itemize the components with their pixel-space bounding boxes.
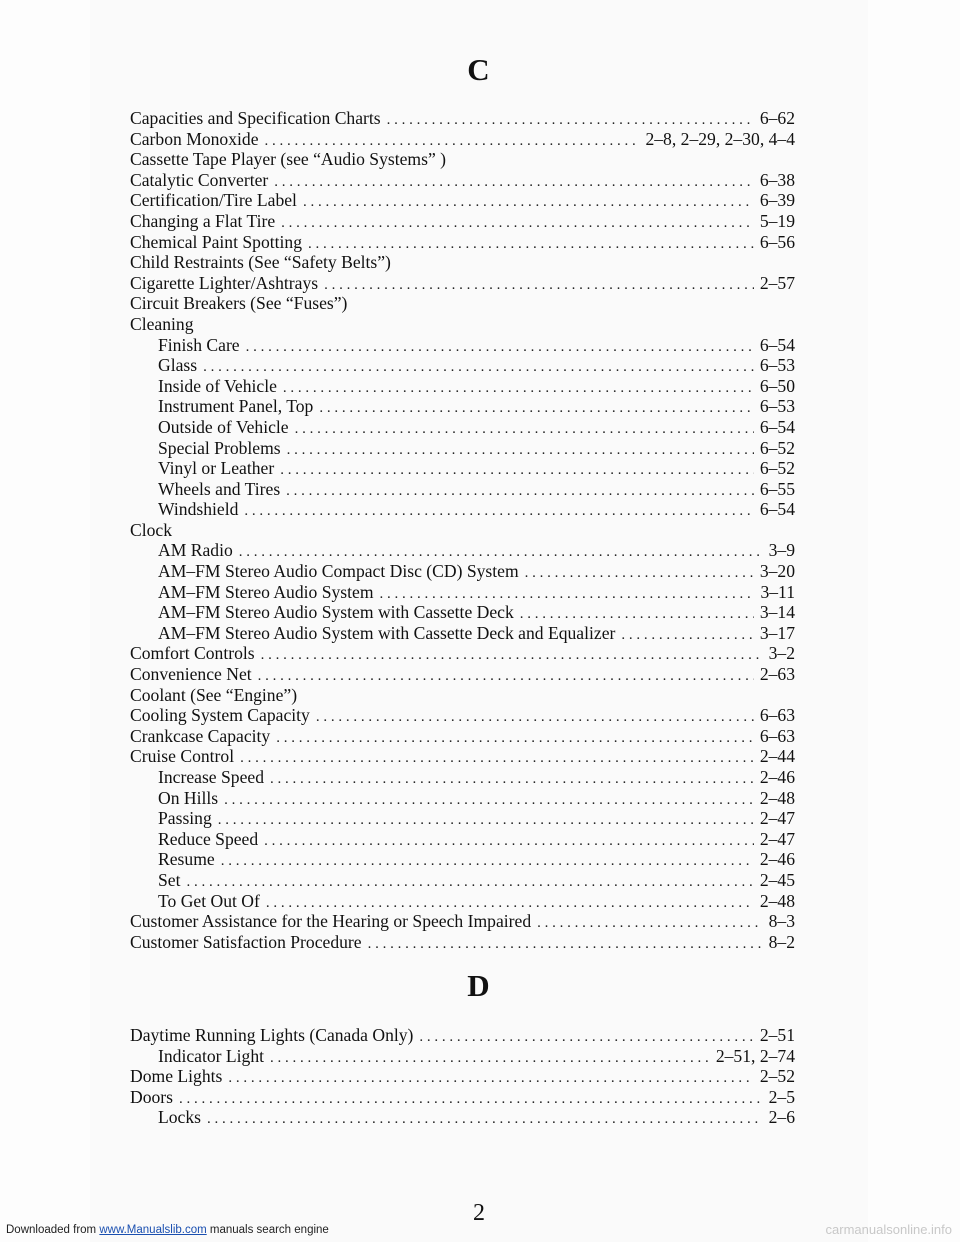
- index-entry: [130, 726, 795, 747]
- index-entry: [130, 190, 795, 211]
- entry-label: Locks: [158, 1107, 201, 1128]
- index-entry: [130, 685, 795, 706]
- index-entry: [130, 788, 795, 809]
- index-entry: [130, 1025, 795, 1046]
- entry-label: Cleaning: [130, 313, 194, 334]
- entry-page-ref: 6–54: [759, 499, 795, 520]
- index-entry: [130, 1087, 795, 1108]
- index-entry: [130, 891, 795, 912]
- entry-page-ref: 3–14: [759, 602, 795, 623]
- entry-label: Chemical Paint Spotting: [130, 231, 303, 252]
- entry-page-ref: 6–62: [759, 108, 795, 128]
- index-entry: [130, 438, 795, 459]
- dot-leader: [239, 542, 763, 561]
- dot-leader: [303, 192, 754, 211]
- dot-leader: [266, 893, 754, 912]
- dot-leader: [316, 707, 754, 726]
- download-footer: [6, 1224, 329, 1236]
- section-letter-c: C: [467, 52, 491, 87]
- entry-label: Cigarette Lighter/Ashtrays: [130, 272, 319, 293]
- manual-page: [90, 0, 868, 1242]
- index-entry: [130, 458, 795, 479]
- dot-leader: [258, 666, 754, 685]
- index-entry: [130, 808, 795, 829]
- index-entry: [130, 499, 795, 520]
- entry-page-ref: 6–52: [759, 437, 795, 458]
- dot-leader: [295, 419, 754, 438]
- dot-leader: [419, 1027, 753, 1046]
- dot-leader: [537, 913, 762, 932]
- entry-page-ref: 8–3: [768, 911, 795, 932]
- entry-page-ref: 2–63: [759, 664, 795, 685]
- index-entry: [130, 232, 795, 253]
- entry-label: Circuit Breakers (See “Fuses”): [130, 293, 348, 314]
- entry-page-ref: 8–2: [768, 931, 795, 952]
- index-entry: [130, 1046, 795, 1067]
- index-entry: [130, 582, 795, 603]
- index-entry: [130, 602, 795, 623]
- index-entry: [130, 417, 795, 438]
- entry-label: Cooling System Capacity: [130, 705, 310, 726]
- index-entry: [130, 335, 795, 356]
- entry-page-ref: 2–6: [768, 1107, 795, 1128]
- entry-label: Daytime Running Lights (Canada Only): [130, 1025, 414, 1045]
- index-entry: [130, 705, 795, 726]
- entry-page-ref: 2–52: [759, 1066, 795, 1087]
- dot-leader: [265, 131, 640, 150]
- entry-label: To Get Out Of: [158, 890, 260, 911]
- index-entry: [130, 273, 795, 294]
- dot-leader: [324, 275, 754, 294]
- entry-label: Set: [158, 869, 181, 890]
- entry-label: On Hills: [158, 787, 219, 808]
- entry-page-ref: 6–54: [759, 334, 795, 355]
- index-entry: [130, 170, 795, 191]
- entry-label: Windshield: [158, 499, 239, 520]
- entry-label: Child Restraints (See “Safety Belts”): [130, 252, 391, 273]
- index-list-c: [130, 108, 795, 952]
- dot-leader: [380, 584, 755, 603]
- entry-page-ref: 6–53: [759, 396, 795, 417]
- entry-label: Vinyl or Leather: [158, 458, 275, 479]
- dot-leader: [240, 748, 754, 767]
- index-entry: [130, 561, 795, 582]
- entry-label: Catalytic Converter: [130, 169, 269, 190]
- entry-label: AM–FM Stereo Audio Compact Disc (CD) System: [158, 561, 519, 582]
- dot-leader: [207, 1109, 763, 1128]
- entry-page-ref: 2–46: [759, 767, 795, 787]
- entry-label: Carbon Monoxide: [130, 128, 259, 149]
- dot-leader: [281, 213, 754, 232]
- entry-page-ref: 2–48: [759, 787, 795, 808]
- index-entry: [130, 643, 795, 664]
- entry-page-ref: 5–19: [759, 210, 795, 231]
- entry-page-ref: 3–17: [759, 622, 795, 643]
- entry-page-ref: 6–54: [759, 416, 795, 437]
- dot-leader: [186, 872, 753, 891]
- entry-label: AM–FM Stereo Audio System with Cassette Deck: [158, 602, 514, 623]
- index-entry: [130, 829, 795, 850]
- entry-label: Finish Care: [158, 334, 240, 355]
- dot-leader: [203, 357, 754, 376]
- index-entry: [130, 108, 795, 129]
- entry-label: Certification/Tire Label: [130, 190, 297, 211]
- index-entry: [130, 149, 795, 170]
- entry-label: Indicator Light: [158, 1045, 265, 1066]
- index-entry: [130, 314, 795, 335]
- entry-page-ref: 2–48: [759, 890, 795, 911]
- entry-label: Inside of Vehicle: [158, 375, 277, 396]
- dot-leader: [218, 810, 754, 829]
- dot-leader: [520, 604, 754, 623]
- entry-label: AM–FM Stereo Audio System with Cassette Deck and Equalizer: [158, 622, 616, 643]
- index-entry: [130, 870, 795, 891]
- entry-label: Clock: [130, 519, 173, 540]
- dot-leader: [221, 851, 754, 870]
- entry-label: AM Radio: [158, 540, 233, 561]
- index-entry: [130, 849, 795, 870]
- index-entry: [130, 932, 795, 953]
- entry-label: Cassette Tape Player (see “Audio Systems” ): [130, 149, 447, 170]
- entry-page-ref: 6–50: [759, 375, 795, 396]
- entry-page-ref: 2–57: [759, 272, 795, 293]
- entry-page-ref: 2–8, 2–29, 2–30, 4–4: [645, 128, 795, 149]
- dot-leader: [224, 790, 754, 809]
- entry-page-ref: 6–39: [759, 190, 795, 211]
- footer-suffix: manuals search engine: [206, 1224, 329, 1236]
- dot-leader: [276, 728, 754, 747]
- index-entry: [130, 1066, 795, 1087]
- index-entry: [130, 211, 795, 232]
- entry-page-ref: 6–63: [759, 725, 795, 746]
- entry-label: Customer Assistance for the Hearing or Speech Impaired: [130, 911, 532, 932]
- entry-page-ref: 2–51: [759, 1025, 795, 1045]
- index-entry: [130, 252, 795, 273]
- index-entry: [130, 293, 795, 314]
- entry-page-ref: 3–11: [760, 581, 795, 602]
- footer-prefix: Downloaded from: [6, 1224, 100, 1236]
- dot-leader: [525, 563, 754, 582]
- entry-page-ref: 2–45: [759, 869, 795, 890]
- entry-label: Coolant (See “Engine”): [130, 684, 298, 705]
- manualslib-link[interactable]: www.Manualslib.com: [99, 1224, 207, 1236]
- entry-label: Special Problems: [158, 437, 281, 458]
- dot-leader: [319, 398, 754, 417]
- entry-page-ref: 6–38: [759, 169, 795, 190]
- index-entry: [130, 520, 795, 541]
- dot-leader: [283, 378, 754, 397]
- dot-leader: [286, 481, 754, 500]
- entry-page-ref: 2–5: [768, 1086, 795, 1107]
- dot-leader: [179, 1089, 763, 1108]
- entry-label: Glass: [158, 355, 198, 376]
- page-number: 2: [473, 1200, 485, 1226]
- dot-leader: [228, 1068, 753, 1087]
- entry-label: Passing: [158, 808, 212, 829]
- entry-label: Comfort Controls: [130, 643, 255, 664]
- entry-page-ref: 2–44: [759, 746, 795, 767]
- entry-label: Doors: [130, 1086, 174, 1107]
- entry-page-ref: 3–2: [768, 643, 795, 664]
- entry-page-ref: 2–51, 2–74: [715, 1045, 795, 1066]
- entry-label: Changing a Flat Tire: [130, 210, 276, 231]
- dot-leader: [246, 337, 754, 356]
- watermark: carmanualsonline.info: [825, 1222, 952, 1237]
- entry-page-ref: 6–53: [759, 355, 795, 376]
- index-entry: [130, 746, 795, 767]
- dot-leader: [264, 831, 754, 850]
- index-entry: [130, 664, 795, 685]
- index-entry: [130, 376, 795, 397]
- entry-label: Cruise Control: [130, 746, 235, 767]
- dot-leader: [270, 769, 754, 788]
- dot-leader: [387, 110, 754, 129]
- index-entry: [130, 911, 795, 932]
- entry-page-ref: 6–56: [759, 231, 795, 252]
- dot-leader: [244, 501, 753, 520]
- entry-page-ref: 2–47: [759, 828, 795, 849]
- index-entry: [130, 1107, 795, 1128]
- entry-page-ref: 6–55: [759, 478, 795, 499]
- index-list-d: [130, 1025, 795, 1128]
- section-letter-d: D: [467, 968, 491, 1003]
- entry-page-ref: 3–20: [759, 561, 795, 582]
- entry-page-ref: 3–9: [768, 540, 795, 561]
- entry-label: Wheels and Tires: [158, 478, 281, 499]
- dot-leader: [274, 172, 754, 191]
- entry-page-ref: 2–46: [759, 849, 795, 870]
- entry-label: Outside of Vehicle: [158, 416, 289, 437]
- entry-label: Crankcase Capacity: [130, 725, 271, 746]
- entry-page-ref: 6–52: [759, 458, 795, 479]
- entry-label: Customer Satisfaction Procedure: [130, 931, 362, 952]
- entry-label: Increase Speed: [158, 767, 264, 787]
- dot-leader: [261, 645, 763, 664]
- index-entry: [130, 479, 795, 500]
- index-entry: [130, 129, 795, 150]
- entry-label: Reduce Speed: [158, 828, 259, 849]
- entry-label: Dome Lights: [130, 1066, 223, 1087]
- entry-label: Instrument Panel, Top: [158, 396, 314, 417]
- entry-label: Resume: [158, 849, 215, 870]
- index-entry: [130, 355, 795, 376]
- index-entry: [130, 396, 795, 417]
- index-entry: [130, 623, 795, 644]
- dot-leader: [287, 440, 754, 459]
- index-entry: [130, 767, 795, 788]
- dot-leader: [280, 460, 754, 479]
- entry-label: Capacities and Specification Charts: [130, 108, 381, 128]
- dot-leader: [621, 625, 753, 644]
- entry-page-ref: 6–63: [759, 705, 795, 726]
- entry-label: AM–FM Stereo Audio System: [158, 581, 374, 602]
- dot-leader: [368, 934, 763, 953]
- dot-leader: [270, 1048, 710, 1067]
- entry-page-ref: 2–47: [759, 808, 795, 829]
- entry-label: Convenience Net: [130, 664, 252, 685]
- dot-leader: [308, 234, 754, 253]
- index-entry: [130, 540, 795, 561]
